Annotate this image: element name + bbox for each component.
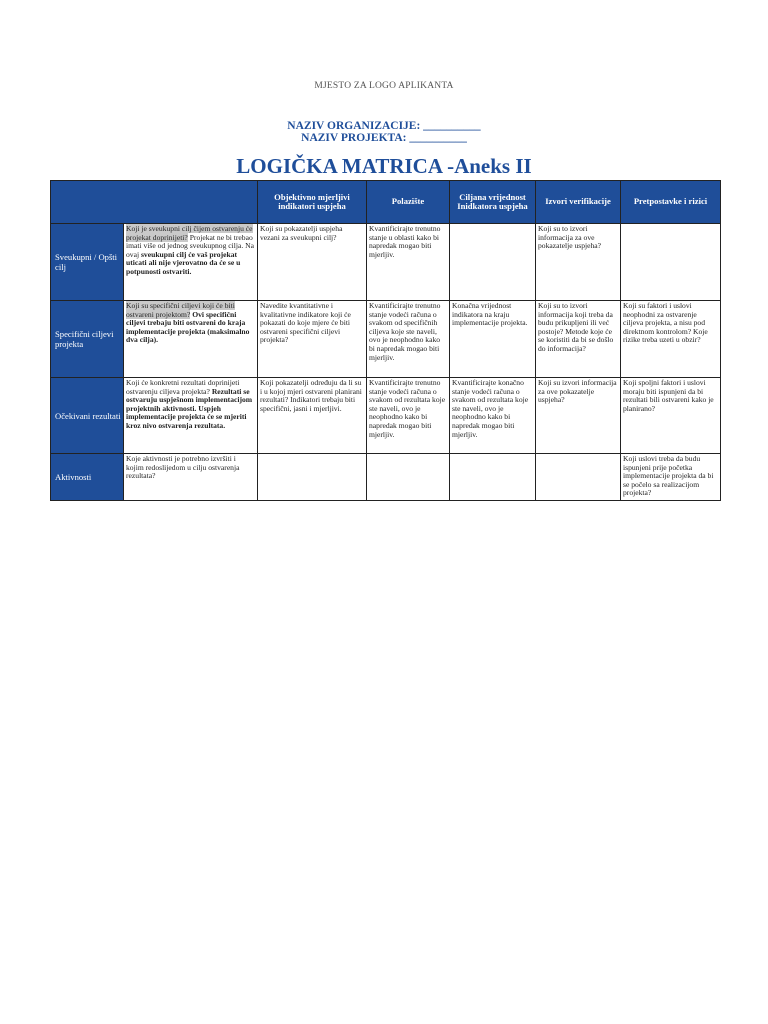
table-cell: Koji uslovi treba da budu ispunjeni prije početka implementacije projekta da bi se počelo sa realizacijom projekta?: [621, 454, 721, 501]
table-cell: Kvantificirajte trenutno stanje vodeći računa o svakom od rezultata koje ste naveli, ovo je neophodno kako bi napredak mogao biti mjerljiv.: [367, 378, 450, 454]
column-header-sources: Izvori verifikacije: [536, 181, 621, 224]
table-row: [51, 454, 721, 501]
table-cell: Koji su to izvori informacija za ove pokazatelje uspjeha?: [536, 224, 621, 301]
table-cell: [367, 454, 450, 501]
table-cell: Koji su izvori informacija za ove pokazatelje uspjeha?: [536, 378, 621, 454]
table-cell: Koji su faktori i uslovi neophodni za ostvarenje ciljeva projekta, a nisu pod direktnom kontrolom? Koje rizike treba uzeti u obzir?: [621, 301, 721, 378]
table-cell: [124, 301, 258, 378]
column-header-empty: [51, 181, 258, 224]
logo-placeholder: MJESTO ZA LOGO APLIKANTA: [314, 81, 454, 91]
row-label: Specifični ciljevi projekta: [51, 301, 124, 378]
table-cell: Konačna vrijednost indikatora na kraju implementacije projekta.: [450, 301, 536, 378]
column-header-baseline: Polazište: [367, 181, 450, 224]
cell-text: Koji će konkretni rezultati doprinijeti ostvarenju ciljeva projekta?: [126, 378, 240, 396]
project-name: NAZIV PROJEKTA: __________: [301, 132, 467, 144]
table-cell: Navedite kvantitativne i kvalitativne indikatore koji će pokazati do koje mjere će biti ostvareni specifični ciljevi projekta?: [258, 301, 367, 378]
organization-name: NAZIV ORGANIZACIJE: __________: [287, 120, 481, 132]
table-cell: Kvantificirajte trenutno stanje vodeći računa o svakom od specifičnih ciljeva koje ste naveli, ovo je neophodno kako bi napredak mogao biti mjerljiv.: [367, 301, 450, 378]
table-cell: Koji su to izvori informacija koji treba da budu prikupljeni ili već postoje? Metode koje će se koristiti da bi se došlo do informacija?: [536, 301, 621, 378]
table-cell: Koji pokazatelji određuju da li su i u kojoj mjeri ostvareni planirani rezultati? Indikatori trebaju biti specifični, jasni i mjerljivi.: [258, 378, 367, 454]
row-label: Sveukupni / Opšti cilj: [51, 224, 124, 301]
project-info: [0, 120, 768, 144]
page-title: LOGIČKA MATRICA -Aneks II: [236, 154, 532, 178]
table-cell: Kvantificirajte trenutno stanje u oblasti kako bi napredak mogao biti mjerljiv.: [367, 224, 450, 301]
column-header-indicators: Objektivno mjerljivi indikatori uspjeha: [258, 181, 367, 224]
column-header-target: Ciljana vrijednost Inidkatora uspjeha: [450, 181, 536, 224]
table-cell: [450, 454, 536, 501]
table-cell: [536, 454, 621, 501]
cell-text: Projekat ne bi trebao imati više od jednog sveukupnog cilja. Na ovaj: [126, 232, 255, 259]
row-label: Aktivnosti: [51, 454, 124, 501]
table-cell: [450, 224, 536, 301]
table-row: [51, 378, 721, 454]
table-cell: Kvantificirajte konačno stanje vodeći računa o svakom od rezultata koje ste naveli, ovo je neophodno kako bi napredak mogao biti mjerljiv.: [450, 378, 536, 454]
table-header-row: [51, 181, 721, 224]
column-header-assumptions: Pretpostavke i rizici: [621, 181, 721, 224]
table-cell: [124, 378, 258, 454]
table-cell: [124, 224, 258, 301]
table-row: [51, 224, 721, 301]
logical-matrix-table: [50, 180, 721, 501]
row-label: Očekivani rezultati: [51, 378, 124, 454]
table-cell: Koje aktivnosti je potrebno izvršiti i kojim redoslijedom u cilju ostvarenja rezultata?: [124, 454, 258, 501]
table-row: [51, 301, 721, 378]
highlighted-text: Koji su specifični ciljevi koji će biti ostvareni projektom?: [126, 301, 235, 319]
highlighted-text: Koji je sveukupni cilj čijem ostvarenju će projekat doprinijeti?: [126, 224, 253, 242]
table-cell: [258, 454, 367, 501]
bold-text: Ovi specifični ciljevi trebaju biti ostvareni do kraja implementacije projekta (maksimalno dva cilja).: [126, 309, 250, 345]
table-cell: [621, 224, 721, 301]
bold-text: sveukupni cilj će vaš projekat uticati ali nije vjerovatno da će se u potpunosti ostvariti.: [126, 249, 241, 276]
table-cell: Koji spoljni faktori i uslovi moraju biti ispunjeni da bi rezultati bili ostvareni kako je planirano?: [621, 378, 721, 454]
bold-text: Rezultati se ostvaruju uspješnom implementacijom projektnih aktivnosti. Uspjeh implementacije projekta će se mjeriti kroz nivo ostvarenja rezultata.: [126, 386, 253, 430]
table-cell: Koji su pokazatelji uspjeha vezani za sveukupni cilj?: [258, 224, 367, 301]
